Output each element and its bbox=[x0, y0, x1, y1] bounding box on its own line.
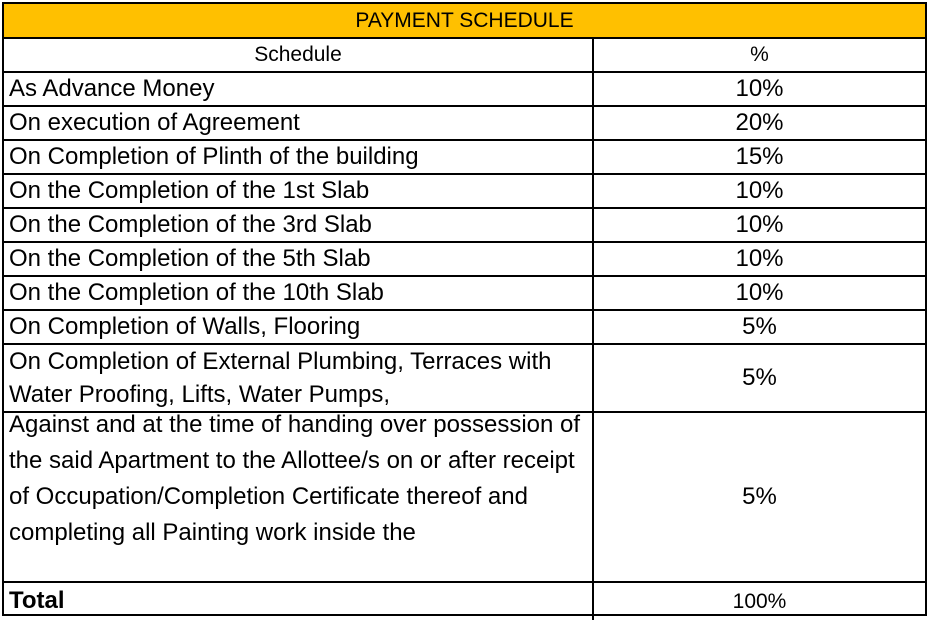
table-row bbox=[4, 311, 925, 345]
table-row bbox=[4, 175, 925, 209]
row-label: On the Completion of the 5th Slab bbox=[4, 243, 594, 275]
row-value: 5% bbox=[742, 313, 777, 340]
table-row bbox=[4, 413, 925, 583]
payment-schedule-table bbox=[2, 2, 927, 616]
row-value: 15% bbox=[735, 143, 784, 170]
table-row bbox=[4, 345, 925, 413]
table-row bbox=[4, 107, 925, 141]
total-label: Total bbox=[4, 583, 594, 620]
table-row bbox=[4, 277, 925, 311]
row-value: 10% bbox=[735, 211, 784, 238]
row-label: On the Completion of the 10th Slab bbox=[4, 277, 594, 309]
table-row bbox=[4, 73, 925, 107]
row-label: As Advance Money bbox=[4, 73, 594, 105]
row-label: On Completion of Plinth of the building bbox=[4, 141, 594, 173]
table-row bbox=[4, 209, 925, 243]
row-label: On Completion of External Plumbing, Terraces with Water Proofing, Lifts, Water Pumps, bbox=[4, 345, 594, 411]
total-value: 100% bbox=[732, 589, 787, 613]
row-value: 5% bbox=[742, 483, 777, 510]
row-label: On the Completion of the 1st Slab bbox=[4, 175, 594, 207]
row-label: On the Completion of the 3rd Slab bbox=[4, 209, 594, 241]
row-label: On execution of Agreement bbox=[4, 107, 594, 139]
row-value: 10% bbox=[735, 245, 784, 272]
row-value: 5% bbox=[742, 364, 777, 391]
row-value: 10% bbox=[735, 177, 784, 204]
header-row bbox=[4, 39, 925, 73]
row-label: Against and at the time of handing over possession of the said Apartment to the Allottee/s on or after receipt of Occupation/Completion Certificate thereof and completing all Painting work inside the bbox=[4, 407, 594, 581]
table-row bbox=[4, 141, 925, 175]
table-row bbox=[4, 243, 925, 277]
total-row bbox=[4, 583, 925, 620]
percent-header: % bbox=[750, 43, 769, 66]
row-value: 20% bbox=[735, 109, 784, 136]
table-title: PAYMENT SCHEDULE bbox=[4, 4, 925, 39]
schedule-header: Schedule bbox=[4, 39, 594, 71]
row-value: 10% bbox=[735, 279, 784, 306]
row-label: On Completion of Walls, Flooring bbox=[4, 311, 594, 343]
row-value: 10% bbox=[735, 75, 784, 102]
